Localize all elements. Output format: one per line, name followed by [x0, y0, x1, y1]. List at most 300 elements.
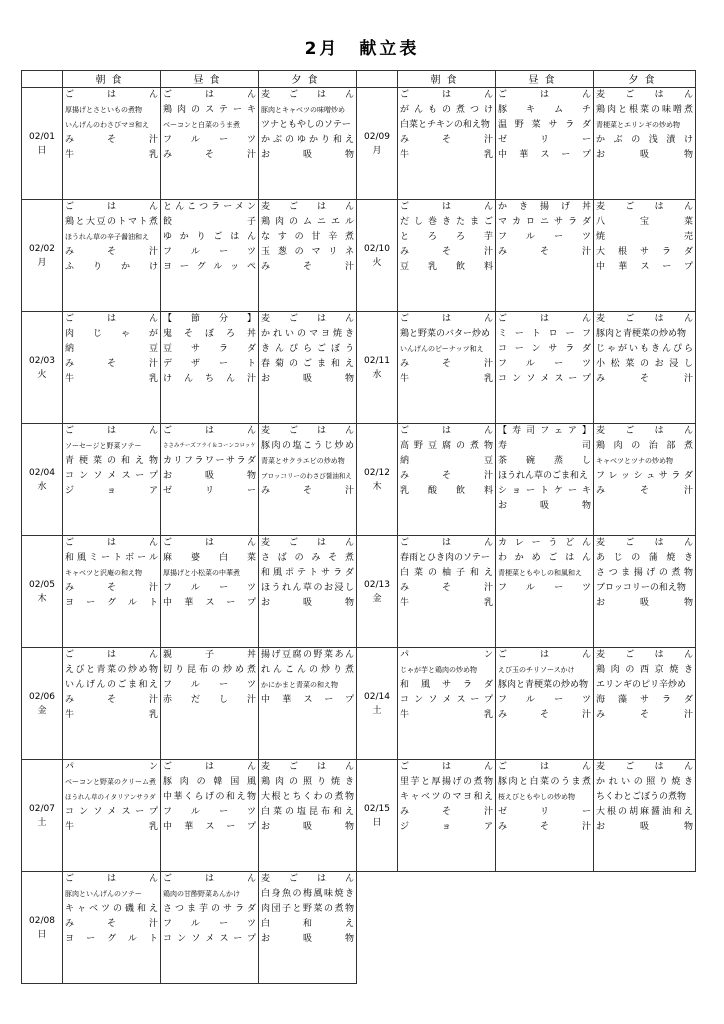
menu-item: 豚キムチ: [498, 105, 591, 115]
menu-item: お吸物: [498, 501, 591, 511]
date-cell: [22, 536, 63, 648]
menu-item: 春雨とひき肉のソテー: [400, 553, 490, 563]
menu-item: お吸物: [261, 822, 354, 832]
menu-item: ほうれん草のお浸し: [261, 583, 354, 593]
menu-item: いんげんのごま和え: [65, 680, 158, 690]
weekday-label: 木: [372, 481, 382, 492]
date-cell: [357, 88, 398, 200]
menu-item: ごはん: [498, 314, 591, 324]
breakfast-cell: [63, 536, 161, 648]
menu-item: 鶏肉のムニエル: [261, 217, 354, 227]
menu-item: お吸物: [261, 934, 354, 944]
menu-item: フルーツ: [498, 232, 591, 242]
menu-item: みそ汁: [498, 247, 591, 257]
day-row: [22, 648, 696, 760]
breakfast-cell: [398, 88, 496, 200]
menu-item: えびと青菜の炒め物: [65, 665, 158, 675]
date-cell: [357, 648, 398, 760]
menu-item: キャベツと沢庵の和え物: [65, 569, 142, 577]
day-row: [22, 88, 696, 200]
menu-item: ささみチーズフライ＆コーンコロッケ: [163, 443, 256, 449]
weekday-label: 水: [37, 481, 47, 492]
menu-item: 寿司: [498, 441, 591, 451]
menu-item: みそ汁: [400, 583, 493, 593]
menu-item: ごはん: [498, 650, 591, 660]
day-row: [22, 312, 696, 424]
date-cell: [357, 200, 398, 312]
menu-item: 玉葱のマリネ: [261, 247, 354, 257]
lunch-cell: [496, 312, 594, 424]
menu-item: カリフラワーサラダ: [163, 456, 256, 466]
menu-item: ベーコンと白菜のうま煮: [163, 121, 240, 129]
menu-item: 高野豆腐の煮物: [400, 441, 493, 451]
date-cell: [357, 536, 398, 648]
menu-item: 八宝菜: [596, 217, 693, 227]
menu-item: 鬼そぼろ丼: [163, 329, 256, 339]
header-lunch-right: 昼食: [496, 71, 594, 88]
menu-item: フレッシュサラダ: [596, 471, 693, 481]
date-label: 02/15: [364, 803, 390, 814]
menu-item: 里芋と厚揚げの煮物: [400, 777, 493, 787]
dinner-cell: [259, 312, 357, 424]
menu-item: 牛乳: [400, 598, 493, 608]
lunch-cell: [496, 648, 594, 760]
menu-item: 中華くらげの和え物: [163, 792, 256, 802]
dinner-cell: [594, 312, 696, 424]
menu-item: 中華スープ: [498, 150, 591, 160]
menu-item: 豆乳飲料: [400, 262, 493, 272]
weekday-label: 月: [372, 145, 382, 156]
breakfast-cell: [63, 872, 161, 984]
menu-item: フルーツ: [163, 247, 256, 257]
menu-item: 中華スープ: [163, 822, 256, 832]
date-label: 02/10: [364, 243, 390, 254]
menu-item: あじの蒲焼き: [596, 553, 693, 563]
date-cell: [357, 312, 398, 424]
menu-item: カレーうどん: [498, 538, 591, 548]
menu-item: いんげんのわさびマヨ和え: [65, 121, 149, 129]
lunch-cell: [496, 200, 594, 312]
menu-item: 和風サラダ: [400, 680, 493, 690]
menu-item: エリンギのピリ辛炒め: [596, 680, 687, 690]
menu-item: コンソメスープ: [163, 934, 256, 944]
day-row: [22, 200, 696, 312]
menu-item: 青梗菜とエリンギの炒め物: [596, 121, 680, 129]
menu-item: みそ汁: [400, 135, 493, 145]
date-label: 02/11: [364, 355, 390, 366]
menu-item: 麦ごはん: [596, 314, 693, 324]
menu-item: ミートローフ: [498, 329, 591, 339]
breakfast-cell: [63, 648, 161, 760]
menu-item: ゆかりごはん: [163, 232, 256, 242]
date-cell: [22, 312, 63, 424]
menu-item: 豚肉と青梗菜の炒め物: [498, 680, 589, 690]
menu-item: 牛乳: [65, 710, 158, 720]
menu-item: ごはん: [400, 202, 493, 212]
menu-item: キャベツのマヨ和え: [400, 792, 493, 802]
menu-item: お吸物: [261, 374, 354, 384]
lunch-cell: [161, 648, 259, 760]
breakfast-cell: [63, 760, 161, 872]
menu-item: 麦ごはん: [596, 762, 693, 772]
menu-item: キャベツの磯和え: [65, 904, 158, 914]
menu-item: 鶏肉の西京焼き: [596, 665, 693, 675]
breakfast-cell: [398, 648, 496, 760]
menu-item: ふりかけ: [65, 262, 158, 272]
menu-item: 青菜とサクラエビの炒め物: [261, 457, 345, 465]
menu-item: みそ汁: [400, 807, 493, 817]
date-cell: [357, 424, 398, 536]
menu-item: ごはん: [498, 90, 591, 100]
menu-item: コーンサラダ: [498, 344, 591, 354]
menu-item: ショートケーキ: [498, 486, 591, 496]
menu-item: みそ汁: [163, 150, 256, 160]
menu-item: 麦ごはん: [596, 538, 693, 548]
date-cell: [357, 760, 398, 872]
weekday-label: 日: [372, 817, 382, 828]
breakfast-cell: [63, 200, 161, 312]
menu-item: 白菜の柚子和え: [400, 568, 493, 578]
menu-item: いんげんのピーナッツ和え: [400, 345, 484, 353]
menu-item: 大根の胡麻醤油和え: [596, 807, 693, 817]
menu-item: 赤だし汁: [163, 695, 256, 705]
menu-item: お吸物: [596, 598, 693, 608]
lunch-cell: [496, 424, 594, 536]
menu-item: フルーツ: [163, 583, 256, 593]
lunch-cell: [161, 760, 259, 872]
menu-item: ごはん: [163, 538, 256, 548]
lunch-cell: [161, 424, 259, 536]
menu-item: パン: [65, 762, 158, 772]
breakfast-cell: [398, 312, 496, 424]
menu-item: 鶏と大豆のトマト煮: [65, 217, 158, 227]
menu-item: みそ汁: [65, 919, 158, 929]
menu-item: ごはん: [65, 874, 158, 884]
menu-item: がんもの煮つけ: [400, 105, 493, 115]
date-cell: [22, 648, 63, 760]
menu-item: じゃが芋と鶏肉の炒め物: [400, 666, 477, 674]
menu-item: 白和え: [261, 919, 354, 929]
menu-item: みそ汁: [498, 710, 591, 720]
menu-item: 麦ごはん: [261, 538, 354, 548]
date-label: 02/01: [29, 131, 55, 142]
menu-item: 豆サラダ: [163, 344, 256, 354]
menu-item: ごはん: [498, 762, 591, 772]
menu-item: ヨーグルト: [65, 934, 158, 944]
menu-item: とんこつラーメン: [163, 202, 256, 212]
breakfast-cell: [398, 760, 496, 872]
menu-item: ヨーグルト: [65, 598, 158, 608]
menu-item: 鶏肉のステーキ: [163, 105, 256, 115]
menu-item: 麦ごはん: [596, 202, 693, 212]
menu-item: お吸物: [163, 471, 256, 481]
menu-item: かにかまと青菜の和え物: [261, 681, 338, 689]
menu-item: ツナともやしのソテー: [261, 120, 351, 130]
weekday-label: 金: [37, 705, 47, 716]
menu-item: さばのみそ煮: [261, 553, 354, 563]
menu-item: 鶏肉と根菜の味噌煮: [596, 105, 693, 115]
menu-item: かぶの浅漬け: [596, 135, 693, 145]
menu-item: 白菜とチキンの和え物: [400, 120, 490, 130]
menu-item: フルーツ: [498, 583, 591, 593]
menu-item: 中華スープ: [163, 598, 256, 608]
menu-item: ゼリー: [163, 486, 256, 496]
dinner-cell: [259, 88, 357, 200]
dinner-cell: [259, 872, 357, 984]
menu-item: 大根サラダ: [596, 247, 693, 257]
menu-item: 納豆: [65, 344, 158, 354]
menu-item: ごはん: [163, 426, 256, 436]
weekday-label: 土: [37, 817, 47, 828]
dinner-cell: [259, 648, 357, 760]
menu-item: なすの甘辛煮: [261, 232, 354, 242]
menu-item: ほうれん草のイタリアンサラダ: [65, 793, 156, 801]
day-row: [22, 760, 696, 872]
menu-item: フルーツ: [163, 919, 256, 929]
menu-item: コンソメスープ: [400, 695, 493, 705]
menu-item: フルーツ: [163, 807, 256, 817]
lunch-cell: [161, 872, 259, 984]
menu-item: みそ汁: [400, 359, 493, 369]
menu-item: フルーツ: [163, 680, 256, 690]
menu-item: キャベツとツナの炒め物: [596, 457, 673, 465]
menu-item: ジョア: [65, 486, 158, 496]
menu-item: 牛乳: [400, 150, 493, 160]
date-label: 02/05: [29, 579, 55, 590]
menu-item: お吸物: [596, 822, 693, 832]
lunch-cell: [161, 312, 259, 424]
menu-item: わかめごはん: [498, 553, 591, 563]
breakfast-cell: [63, 424, 161, 536]
menu-item: マカロニサラダ: [498, 217, 591, 227]
menu-item: 牛乳: [65, 374, 158, 384]
menu-item: コンソメスープ: [65, 807, 158, 817]
menu-item: 麦ごはん: [261, 426, 354, 436]
weekday-label: 木: [37, 593, 47, 604]
menu-item: 肉じゃが: [65, 329, 158, 339]
dinner-cell: [594, 648, 696, 760]
menu-item: みそ汁: [498, 822, 591, 832]
menu-item: 厚揚げとさといもの煮物: [65, 106, 142, 114]
weekday-label: 月: [37, 257, 47, 268]
menu-table: [21, 70, 696, 984]
menu-item: お吸物: [596, 150, 693, 160]
menu-item: 豚肉と白菜のうま煮: [498, 777, 591, 787]
menu-item: 焼売: [596, 232, 693, 242]
menu-item: コンソメスープ: [498, 374, 591, 384]
menu-item: じゃがいもきんぴら: [596, 344, 693, 354]
date-label: 02/06: [29, 691, 55, 702]
menu-item: さつま芋のサラダ: [163, 904, 256, 914]
header-breakfast-left: 朝食: [63, 71, 161, 88]
header-breakfast-right: 朝食: [398, 71, 496, 88]
menu-item: ほうれん草のごま和え: [498, 471, 589, 481]
day-row: [22, 424, 696, 536]
breakfast-cell: [63, 312, 161, 424]
menu-item: 【節分】: [163, 314, 256, 324]
menu-item: 鶏肉の甘酢野菜あんかけ: [163, 890, 240, 898]
dinner-cell: [594, 760, 696, 872]
weekday-label: 水: [372, 369, 382, 380]
breakfast-cell: [63, 88, 161, 200]
date-label: 02/07: [29, 803, 55, 814]
dinner-cell: [259, 200, 357, 312]
date-label: 02/12: [364, 467, 390, 478]
menu-item: 桜えびともやしの炒め物: [498, 793, 575, 801]
dinner-cell: [594, 200, 696, 312]
weekday-label: 金: [372, 593, 382, 604]
lunch-cell: [161, 88, 259, 200]
menu-item: ちくわとごぼうの煮物: [596, 792, 687, 802]
header-row: [22, 71, 696, 88]
menu-item: ごはん: [163, 90, 256, 100]
menu-item: 温野菜サラダ: [498, 120, 591, 130]
menu-item: みそ汁: [65, 135, 158, 145]
menu-item: 春菊のごま和え: [261, 359, 354, 369]
menu-item: 和風ポテトサラダ: [261, 568, 354, 578]
menu-item: 【寿司フェア】: [498, 426, 591, 436]
menu-item: 親子丼: [163, 650, 256, 660]
header-dinner-left: 夕食: [259, 71, 357, 88]
menu-item: 麦ごはん: [261, 202, 354, 212]
menu-item: えび玉のチリソースかけ: [498, 666, 575, 674]
date-cell: [22, 424, 63, 536]
menu-item: 厚揚げと小松菜の中華煮: [163, 569, 240, 577]
weekday-label: 日: [37, 929, 47, 940]
weekday-label: 火: [37, 369, 47, 380]
dinner-cell: [259, 536, 357, 648]
breakfast-cell: [398, 200, 496, 312]
menu-item: みそ汁: [400, 471, 493, 481]
menu-item: ごはん: [65, 90, 158, 100]
menu-item: ゼリー: [498, 135, 591, 145]
dinner-cell: [259, 424, 357, 536]
menu-item: 中華スープ: [596, 262, 693, 272]
day-row: [22, 536, 696, 648]
breakfast-cell: [398, 424, 496, 536]
menu-item: ジョア: [400, 822, 493, 832]
menu-item: みそ汁: [65, 247, 158, 257]
menu-item: 麻婆白菜: [163, 553, 256, 563]
menu-item: ごはん: [65, 538, 158, 548]
dinner-cell: [259, 760, 357, 872]
menu-item: 麦ごはん: [596, 426, 693, 436]
menu-item: パン: [400, 650, 493, 660]
menu-item: 牛乳: [400, 710, 493, 720]
menu-item: フルーツ: [163, 135, 256, 145]
menu-item: 青梗菜の和え物: [65, 456, 158, 466]
menu-item: お吸物: [261, 150, 354, 160]
menu-item: 大根とちくわの煮物: [261, 792, 354, 802]
menu-item: ごはん: [65, 426, 158, 436]
menu-item: 白菜の塩昆布和え: [261, 807, 354, 817]
menu-item: ブロッコリーの和え物: [596, 583, 686, 593]
date-label: 02/13: [364, 579, 390, 590]
menu-item: 鶏肉の治部煮: [596, 441, 693, 451]
menu-item: フルーツ: [498, 359, 591, 369]
menu-item: ヨーグルッペ: [163, 262, 256, 272]
header-lunch-left: 昼食: [161, 71, 259, 88]
empty-cell: [357, 872, 696, 984]
menu-item: 中華スープ: [261, 695, 354, 705]
menu-item: お吸物: [261, 598, 354, 608]
menu-item: 鶏肉の照り焼き: [261, 777, 354, 787]
menu-item: 牛乳: [65, 150, 158, 160]
menu-item: 麦ごはん: [261, 314, 354, 324]
weekday-label: 火: [372, 257, 382, 268]
menu-item: みそ汁: [596, 374, 693, 384]
date-cell: [22, 88, 63, 200]
header-dinner-right: 夕食: [594, 71, 696, 88]
menu-item: 麦ごはん: [261, 90, 354, 100]
menu-item: ベーコンと野菜のクリーム煮: [65, 778, 156, 786]
menu-item: 麦ごはん: [596, 650, 693, 660]
menu-item: ごはん: [163, 762, 256, 772]
menu-item: 豚肉の韓国風: [163, 777, 256, 787]
menu-item: フルーツ: [498, 695, 591, 705]
menu-item: ごはん: [400, 762, 493, 772]
menu-item: 牛乳: [65, 822, 158, 832]
date-label: 02/02: [29, 243, 55, 254]
menu-item: ごはん: [400, 426, 493, 436]
menu-item: 小松菜のお浸し: [596, 359, 693, 369]
menu-item: ゼリー: [498, 807, 591, 817]
lunch-cell: [496, 88, 594, 200]
menu-item: ごはん: [65, 314, 158, 324]
menu-item: かぶのゆかり和え: [261, 135, 354, 145]
menu-item: 麦ごはん: [261, 762, 354, 772]
breakfast-cell: [398, 536, 496, 648]
menu-item: 鶏と野菜のバター炒め: [400, 329, 491, 339]
menu-item: きんぴらごぼう: [261, 344, 354, 354]
date-label: 02/08: [29, 915, 55, 926]
lunch-cell: [496, 760, 594, 872]
menu-item: 切り昆布の炒め煮: [163, 665, 256, 675]
menu-item: ソーセージと野菜ソテー: [65, 442, 142, 450]
menu-item: 茶碗蒸し: [498, 456, 591, 466]
menu-item: 納豆: [400, 456, 493, 466]
menu-item: かれいのマヨ焼き: [261, 329, 354, 339]
menu-item: 海藻サラダ: [596, 695, 693, 705]
date-label: 02/04: [29, 467, 55, 478]
menu-item: 餃子: [163, 217, 256, 227]
menu-item: ごはん: [163, 874, 256, 884]
menu-item: かき揚げ丼: [498, 202, 591, 212]
lunch-cell: [161, 200, 259, 312]
menu-item: ブロッコリーのわさび醤油和え: [261, 472, 352, 480]
dinner-cell: [594, 536, 696, 648]
header-blank-right: [357, 71, 398, 88]
menu-item: 麦ごはん: [261, 874, 354, 884]
date-cell: [22, 760, 63, 872]
menu-item: 乳酸飲料: [400, 486, 493, 496]
date-label: 02/03: [29, 355, 55, 366]
menu-item: 揚げ豆腐の野菜あん: [261, 650, 354, 660]
menu-item: 麦ごはん: [596, 90, 693, 100]
menu-item: コンソメスープ: [65, 471, 158, 481]
menu-item: ごはん: [400, 314, 493, 324]
menu-item: みそ汁: [261, 262, 354, 272]
lunch-cell: [496, 536, 594, 648]
menu-item: 白身魚の梅風味焼き: [261, 889, 354, 899]
menu-item: みそ汁: [400, 247, 493, 257]
menu-item: 豚肉とキャベツの味噌炒め: [261, 106, 345, 114]
menu-item: ごはん: [65, 202, 158, 212]
menu-item: みそ汁: [596, 486, 693, 496]
date-cell: [22, 872, 63, 984]
menu-item: さつま揚げの煮物: [596, 568, 693, 578]
menu-item: 豚肉といんげんのソテー: [65, 890, 142, 898]
